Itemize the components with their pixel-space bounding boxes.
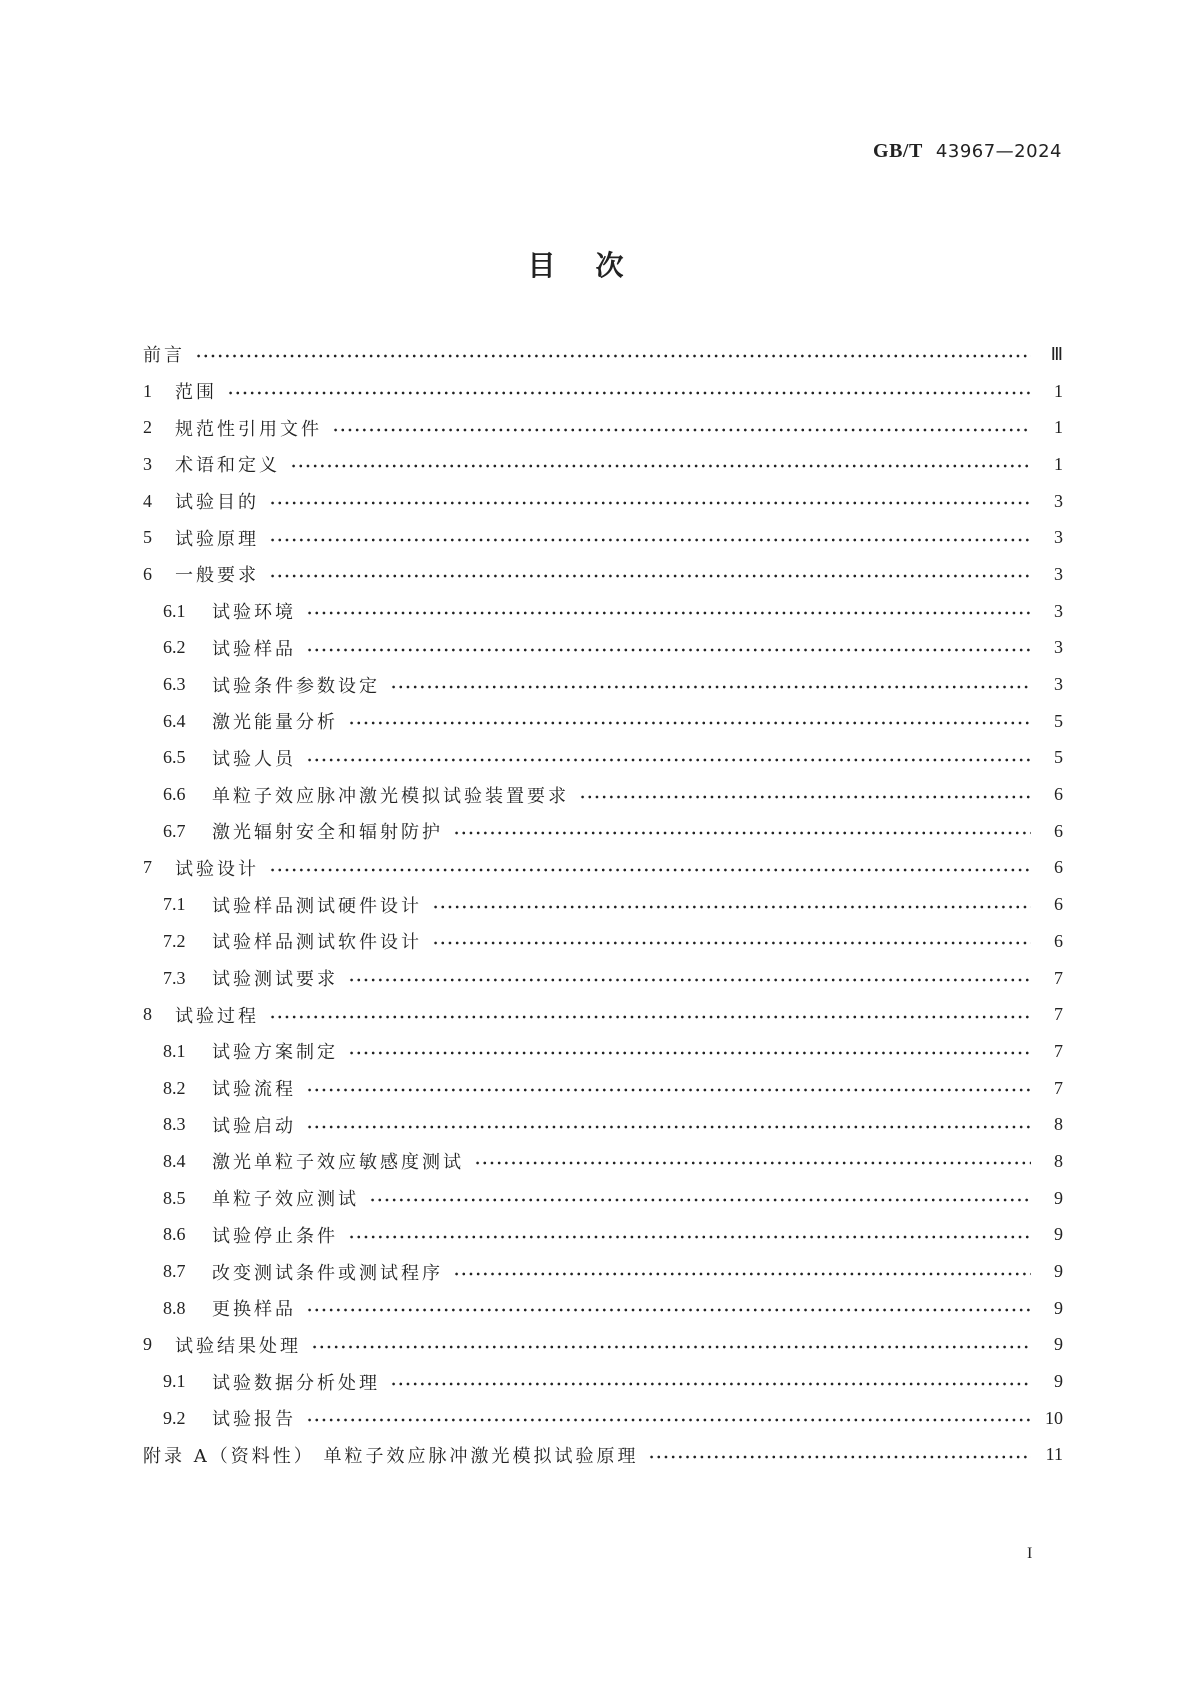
toc-entry-number: 5 <box>143 527 152 548</box>
page-title: 目次 <box>527 249 664 282</box>
toc-entry-page: 9 <box>1054 1297 1063 1318</box>
toc-entry-page: 9 <box>1054 1187 1063 1208</box>
toc-entry-number: 9.1 <box>163 1371 186 1392</box>
dot-leader <box>348 1235 1031 1239</box>
toc-entry[interactable] <box>143 1400 1063 1437</box>
toc-entry[interactable] <box>143 1180 1063 1217</box>
toc-entry-title: 激光单粒子效应敏感度测试 <box>212 1152 464 1174</box>
dot-leader <box>269 574 1031 578</box>
toc-entry-number: 6.4 <box>163 710 186 731</box>
toc-entry-page: 3 <box>1054 490 1063 511</box>
dot-leader <box>227 391 1031 395</box>
toc-entry-title: 试验结果处理 <box>175 1335 301 1357</box>
toc-entry-page: 1 <box>1054 417 1063 438</box>
toc-entry-page: 9 <box>1054 1224 1063 1245</box>
toc-entry-page: 6 <box>1054 930 1063 951</box>
dot-leader <box>195 354 1031 358</box>
toc-entry-title: 试验样品测试软件设计 <box>212 932 422 954</box>
toc-entry-page: 3 <box>1054 563 1063 584</box>
toc-entry-title: 试验过程 <box>175 1005 259 1027</box>
toc-entry-number: 6.3 <box>163 674 186 695</box>
toc-entry-number: 9 <box>143 1334 152 1355</box>
toc-entry-title: 试验条件参数设定 <box>212 675 380 697</box>
toc-entry[interactable] <box>143 593 1063 630</box>
toc-entry[interactable] <box>143 1437 1063 1474</box>
toc-entry-number: 4 <box>143 490 152 511</box>
toc-entry-page: 7 <box>1054 1004 1063 1025</box>
toc-entry-number: 8.6 <box>163 1224 186 1245</box>
toc-entry[interactable] <box>143 336 1063 373</box>
toc-entry[interactable] <box>143 776 1063 813</box>
toc-entry[interactable] <box>143 483 1063 520</box>
toc-entry-title: 试验方案制定 <box>212 1042 338 1064</box>
toc-entry[interactable] <box>143 1070 1063 1107</box>
toc-entry-page: 6 <box>1054 857 1063 878</box>
toc-entry[interactable] <box>143 1217 1063 1254</box>
toc-entry-number: 8.1 <box>163 1040 186 1061</box>
dot-leader <box>306 611 1031 615</box>
toc-entry-title: 一般要求 <box>175 565 259 587</box>
toc-entry-page: 5 <box>1054 710 1063 731</box>
toc-entry-page: 1 <box>1054 380 1063 401</box>
toc-entry-page: 1 <box>1054 453 1063 474</box>
dot-leader <box>290 464 1031 468</box>
toc-entry[interactable] <box>143 409 1063 446</box>
toc-entry-title: 单粒子效应脉冲激光模拟试验装置要求 <box>212 785 569 807</box>
toc-entry-number: 6 <box>143 563 152 584</box>
toc-entry[interactable] <box>143 1033 1063 1070</box>
dot-leader <box>453 831 1031 835</box>
toc-entry[interactable] <box>143 886 1063 923</box>
toc-entry-number: 6.5 <box>163 747 186 768</box>
toc-entry-page: 7 <box>1054 967 1063 988</box>
standard-prefix: GB/T <box>873 140 923 162</box>
toc-entry-number: 6.1 <box>163 600 186 621</box>
dot-leader <box>390 685 1031 689</box>
toc-entry-number: 1 <box>143 380 152 401</box>
standard-number <box>873 140 1062 163</box>
dot-leader <box>348 721 1031 725</box>
dot-leader <box>332 428 1031 432</box>
dot-leader <box>306 758 1031 762</box>
dot-leader <box>474 1161 1031 1165</box>
toc-entry-title: 试验人员 <box>212 748 296 770</box>
toc-entry-page: 9 <box>1054 1371 1063 1392</box>
dot-leader <box>306 1125 1031 1129</box>
page-number: I <box>1027 1545 1033 1562</box>
dot-leader <box>579 795 1031 799</box>
toc-entry[interactable] <box>143 1106 1063 1143</box>
toc-entry-number: 2 <box>143 417 152 438</box>
toc-entry[interactable] <box>143 813 1063 850</box>
dot-leader <box>306 648 1031 652</box>
dot-leader <box>269 501 1031 505</box>
toc-entry[interactable] <box>143 373 1063 410</box>
toc-entry-title: 试验测试要求 <box>212 969 338 991</box>
toc-entry-page: 3 <box>1054 527 1063 548</box>
toc-entry[interactable] <box>143 740 1063 777</box>
toc-entry[interactable] <box>143 923 1063 960</box>
toc-entry-page: 9 <box>1054 1334 1063 1355</box>
toc-entry-number: 8.3 <box>163 1114 186 1135</box>
dot-leader <box>390 1382 1031 1386</box>
toc-entry[interactable] <box>143 1143 1063 1180</box>
toc-entry-number: 8.5 <box>163 1187 186 1208</box>
toc-entry[interactable] <box>143 556 1063 593</box>
toc-entry-number: 7.1 <box>163 894 186 915</box>
toc-entry-page: 10 <box>1045 1407 1063 1428</box>
toc-entry[interactable] <box>143 1363 1063 1400</box>
toc-entry[interactable] <box>143 630 1063 667</box>
toc-entry-page: 8 <box>1054 1114 1063 1135</box>
toc-entry-page: 9 <box>1054 1261 1063 1282</box>
toc-entry-title: 试验目的 <box>175 492 259 514</box>
toc-entry-number: 8.7 <box>163 1261 186 1282</box>
toc-entry-title: 试验样品测试硬件设计 <box>212 895 422 917</box>
standard-code: 43967—2024 <box>935 141 1062 162</box>
toc-entry[interactable] <box>143 666 1063 703</box>
toc-entry-title: 试验环境 <box>212 602 296 624</box>
toc-entry-page: 6 <box>1054 820 1063 841</box>
toc-entry[interactable] <box>143 1290 1063 1327</box>
toc-entry-page: 8 <box>1054 1150 1063 1171</box>
toc-entry-title: 试验数据分析处理 <box>212 1372 380 1394</box>
dot-leader <box>648 1455 1031 1459</box>
toc-entry-number: 8.4 <box>163 1150 186 1171</box>
toc-entry-title: 范围 <box>175 382 217 404</box>
toc-entry-page: 3 <box>1054 600 1063 621</box>
toc-entry-number: 6.2 <box>163 637 186 658</box>
toc-entry-title: 试验原理 <box>175 528 259 550</box>
dot-leader <box>311 1345 1031 1349</box>
toc-entry-title: 激光辐射安全和辐射防护 <box>212 822 443 844</box>
toc-entry-title: 试验设计 <box>175 858 259 880</box>
toc-entry-title: 试验启动 <box>212 1115 296 1137</box>
dot-leader <box>453 1272 1031 1276</box>
toc-entry-page: 7 <box>1054 1040 1063 1061</box>
toc-entry-page: 3 <box>1054 637 1063 658</box>
toc-entry-page: 11 <box>1045 1444 1063 1465</box>
toc-entry[interactable] <box>143 519 1063 556</box>
toc-entry[interactable] <box>143 996 1063 1033</box>
toc-entry-page: 5 <box>1054 747 1063 768</box>
toc-entry-title: 试验流程 <box>212 1079 296 1101</box>
dot-leader <box>369 1198 1031 1202</box>
toc-entry-title: 术语和定义 <box>175 455 280 477</box>
dot-leader <box>306 1088 1031 1092</box>
toc-entry[interactable] <box>143 1253 1063 1290</box>
toc-entry-page: 6 <box>1054 784 1063 805</box>
toc-entry-number: 8.2 <box>163 1077 186 1098</box>
toc-entry-number: 7.2 <box>163 930 186 951</box>
toc-entry[interactable] <box>143 850 1063 887</box>
toc-entry-title: 改变测试条件或测试程序 <box>212 1262 443 1284</box>
dot-leader <box>306 1418 1031 1422</box>
toc-entry-number: 9.2 <box>163 1407 186 1428</box>
dot-leader <box>348 1051 1031 1055</box>
toc-entry-number: 6.6 <box>163 784 186 805</box>
toc-entry-title: 单粒子效应测试 <box>212 1189 359 1211</box>
toc-entry[interactable] <box>143 1327 1063 1364</box>
toc-entry-number: 7 <box>143 857 152 878</box>
table-of-contents <box>143 336 1063 1473</box>
toc-entry-title: 附录 A（资料性） 单粒子效应脉冲激光模拟试验原理 <box>143 1445 639 1467</box>
toc-entry-number: 6.7 <box>163 820 186 841</box>
toc-entry-page: 3 <box>1054 674 1063 695</box>
toc-entry-title: 试验停止条件 <box>212 1225 338 1247</box>
toc-entry-title: 激光能量分析 <box>212 712 338 734</box>
toc-entry-number: 8 <box>143 1004 152 1025</box>
dot-leader <box>432 905 1031 909</box>
toc-entry[interactable] <box>143 960 1063 997</box>
toc-entry-title: 试验样品 <box>212 638 296 660</box>
toc-entry-title: 规范性引用文件 <box>175 418 322 440</box>
dot-leader <box>269 538 1031 542</box>
toc-entry-title: 试验报告 <box>212 1409 296 1431</box>
toc-entry-title: 前言 <box>143 345 185 367</box>
toc-entry-number: 3 <box>143 453 152 474</box>
toc-entry[interactable] <box>143 446 1063 483</box>
toc-entry-title: 更换样品 <box>212 1299 296 1321</box>
dot-leader <box>348 978 1031 982</box>
toc-entry-number: 7.3 <box>163 967 186 988</box>
toc-entry-page: 6 <box>1054 894 1063 915</box>
toc-entry-page: Ⅲ <box>1050 343 1063 364</box>
toc-entry-page: 7 <box>1054 1077 1063 1098</box>
toc-entry-number: 8.8 <box>163 1297 186 1318</box>
toc-entry[interactable] <box>143 703 1063 740</box>
dot-leader <box>269 1015 1031 1019</box>
dot-leader <box>306 1308 1031 1312</box>
dot-leader <box>269 868 1031 872</box>
dot-leader <box>432 941 1031 945</box>
